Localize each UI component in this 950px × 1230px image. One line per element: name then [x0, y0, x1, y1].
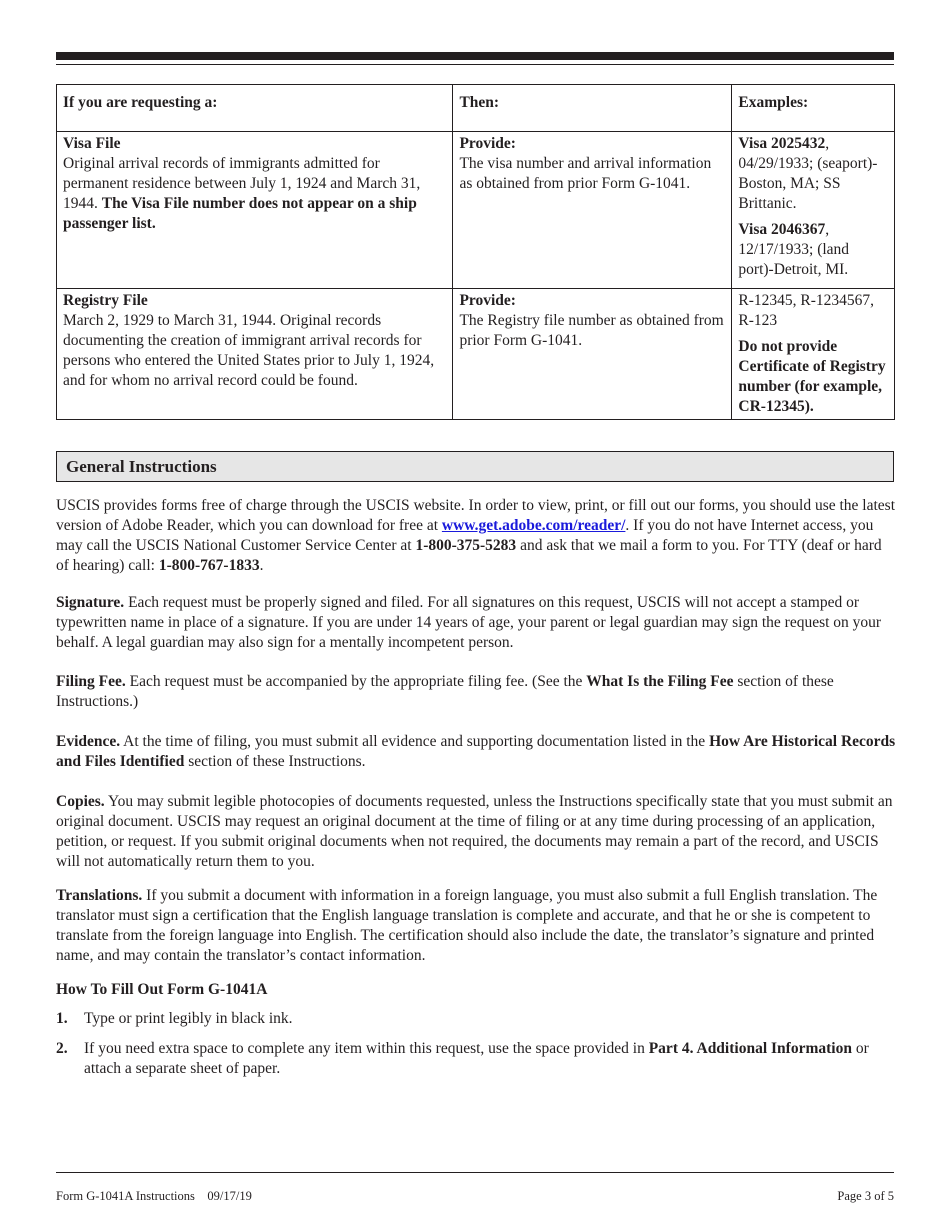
translations-text: If you submit a document with information in a foreign language, you must also submit a full English translation. The translator must sign a certification that the English language translation is complete and accurate, and that he or she is competent to translate from the foreign language into English. The certification should also include the date, the translator’s signature and printed name, and may contain the translator’s contact information.: [56, 887, 878, 964]
intro-text: and ask that we mail a form to you. For TTY (deaf or hard of hearing) call:: [56, 537, 882, 574]
howto-heading: [56, 980, 896, 1000]
footer-rule: [56, 1172, 894, 1173]
table-cell: [453, 132, 732, 289]
row-title: Registry File: [63, 292, 148, 309]
list-text-part: or attach a separate sheet of paper.: [84, 1040, 869, 1077]
evidence-text: At the time of filing, you must submit all evidence and supporting documentation listed in the: [120, 733, 710, 750]
table-header: If you are requesting a:: [57, 85, 453, 132]
howto-heading-text: How To Fill Out Form G-1041A: [56, 981, 268, 998]
table-cell: [732, 289, 895, 420]
example: [738, 220, 888, 280]
top-rule-thin: [56, 64, 894, 65]
intro-paragraph: [56, 496, 896, 576]
evidence-label: Evidence.: [56, 733, 121, 750]
list-text: [84, 1039, 896, 1079]
copies-paragraph: [56, 792, 896, 872]
list-number: 2.: [56, 1040, 68, 1057]
row-title: Visa File: [63, 135, 121, 152]
list-text-bold: Part 4. Additional Information: [648, 1040, 852, 1057]
copies-text: You may submit legible photocopies of documents requested, unless the Instructions specifically state that you must submit an original document. USCIS may request an original document at the time of filing or at any time during processing of an application, petition, or request. If you submit original documents when not required, the documents may remain a part of the record, and USCIS will not automatically return them to you.: [56, 793, 893, 870]
table-row: [57, 289, 895, 420]
table-cell: [453, 289, 732, 420]
example-text: R-12345, R-1234567, R-123: [738, 292, 875, 329]
signature-paragraph: [56, 593, 896, 653]
section-heading-text: General Instructions: [66, 457, 217, 476]
example-bold: Do not provide Certificate of Registry number (for example, CR-12345).: [738, 338, 886, 415]
table-row: [57, 132, 895, 289]
signature-label: Signature.: [56, 594, 125, 611]
list-item: [56, 1009, 896, 1029]
request-types-table: [56, 84, 895, 420]
row-description: March 2, 1929 to March 31, 1944. Original records documenting the creation of immigrant arrival records for persons who entered the United States prior to July 1, 1924, and for whom no arrival record could be found.: [63, 312, 435, 389]
adobe-reader-link[interactable]: www.get.adobe.com/reader/: [441, 517, 626, 534]
example: [738, 134, 888, 214]
provide-label: Provide:: [459, 292, 516, 309]
phone-number: 1-800-375-5283: [415, 537, 517, 554]
example-text: , 12/17/1933; (land port)-Detroit, MI.: [738, 221, 850, 278]
row-description: Original arrival records of immigrants admitted for permanent residence between July 1, 1924 and March 31, 1944.: [63, 155, 421, 212]
footer-form-id: Form G-1041A Instructions 09/17/19: [56, 1189, 252, 1203]
row-description-bold: The Visa File number does not appear on a ship passenger list.: [63, 195, 417, 232]
example-bold: Visa 2046367: [738, 221, 826, 238]
list-item: [56, 1039, 896, 1079]
list-text-part: If you need extra space to complete any item within this request, use the space provided in: [84, 1040, 649, 1057]
list-number: 1.: [56, 1010, 68, 1027]
copies-label: Copies.: [56, 793, 105, 810]
intro-text: . If you do not have Internet access, you may call the USCIS National Customer Service Center at: [56, 517, 874, 554]
table-cell: [57, 289, 453, 420]
evidence-paragraph: [56, 732, 896, 772]
example-text: , 04/29/1933; (seaport)-Boston, MA; SS Brittanic.: [738, 135, 878, 212]
footer-page-number: Page 3 of 5: [837, 1189, 894, 1203]
table-cell: [732, 132, 895, 289]
filing-fee-bold: What Is the Filing Fee: [586, 673, 734, 690]
provide-label: Provide:: [459, 135, 516, 152]
filing-fee-paragraph: [56, 672, 896, 712]
table-header: Examples:: [732, 85, 895, 132]
evidence-text: section of these Instructions.: [184, 753, 366, 770]
provide-text: The Registry file number as obtained from prior Form G-1041.: [459, 312, 724, 349]
translations-label: Translations.: [56, 887, 143, 904]
provide-text: The visa number and arrival information as obtained from prior Form G-1041.: [459, 155, 712, 192]
table-cell: [57, 132, 453, 289]
intro-text: .: [259, 557, 264, 574]
filing-fee-text: section of these Instructions.): [56, 673, 834, 710]
signature-text: Each request must be properly signed and filed. For all signatures on this request, USCIS will not accept a stamped or typewritten name in place of a signature. If you are under 14 years of age, your parent or legal guardian may sign the request on your behalf. A legal guardian may also sign for a mentally incompetent person.: [56, 594, 882, 651]
filing-fee-text: Each request must be accompanied by the appropriate filing fee. (See the: [125, 673, 587, 690]
list-text: Type or print legibly in black ink.: [84, 1010, 293, 1027]
intro-text: USCIS provides forms free of charge through the USCIS website. In order to view, print, or fill out our forms, you should use the latest version of Adobe Reader, which you can download for free at: [56, 497, 896, 534]
example-bold: Visa 2025432: [738, 135, 826, 152]
translations-paragraph: [56, 886, 896, 966]
tty-number: 1-800-767-1833: [158, 557, 260, 574]
evidence-bold: How Are Historical Records and Files Identified: [56, 733, 896, 770]
top-rule-thick: [56, 52, 894, 60]
section-heading: [56, 451, 894, 482]
filing-fee-label: Filing Fee.: [56, 673, 126, 690]
table-header-row: [57, 85, 895, 132]
table-header: Then:: [453, 85, 732, 132]
